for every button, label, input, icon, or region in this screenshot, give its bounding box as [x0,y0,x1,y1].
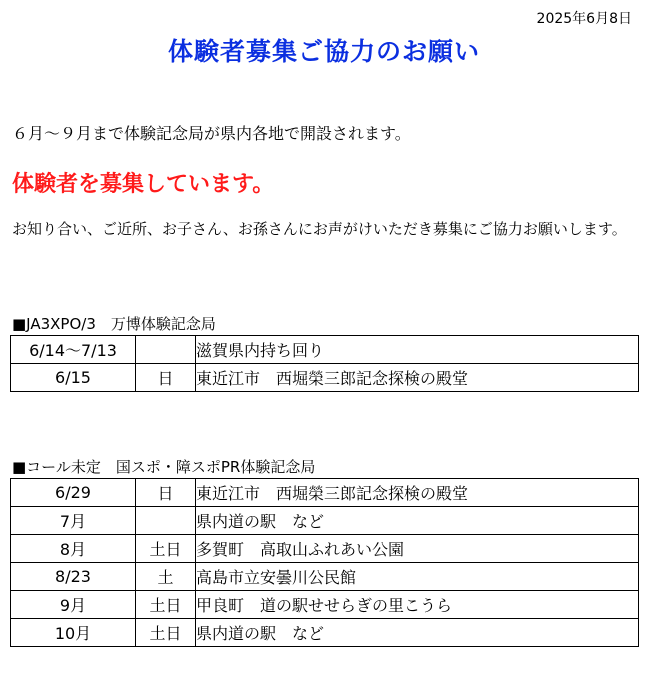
table-row [11,619,639,647]
date-cell: 6/29 [11,479,136,507]
date-cell: 9月 [11,591,136,619]
date-cell: 8月 [11,535,136,563]
table-row [11,336,639,364]
day-cell: 日 [136,364,196,392]
day-cell: 日 [136,479,196,507]
schedule-table-sports [10,478,639,647]
place-cell: 東近江市 西堀榮三郎記念探検の殿堂 [196,479,639,507]
place-cell: 滋賀県内持ち回り [196,336,639,364]
place-cell: 甲良町 道の駅せせらぎの里こうら [196,591,639,619]
table-row [11,563,639,591]
table-row [11,479,639,507]
place-cell: 多賀町 高取山ふれあい公園 [196,535,639,563]
date-cell: 8/23 [11,563,136,591]
table-row [11,535,639,563]
date-cell: 10月 [11,619,136,647]
date-cell: 6/14～7/13 [11,336,136,364]
date-cell: 6/15 [11,364,136,392]
request-text: お知り合い、ご近所、お子さん、お孫さんにお声がけいただき募集にご協力お願いします。 [12,220,627,238]
intro-text: ６月～９月まで体験記念局が県内各地で開設されます。 [12,124,411,143]
schedule-table-expo [10,335,639,392]
day-cell: 土 [136,563,196,591]
day-cell: 土日 [136,591,196,619]
table-row [11,591,639,619]
day-cell: 土日 [136,535,196,563]
page-title: 体験者募集ご協力のお願い [167,37,480,66]
place-cell: 県内道の駅 など [196,619,639,647]
day-cell [136,507,196,535]
recruit-headline: 体験者を募集しています。 [12,172,275,197]
section-title-expo: ■JA3XPO/3 万博体験記念局 [12,315,216,333]
place-cell: 東近江市 西堀榮三郎記念探検の殿堂 [196,364,639,392]
place-cell: 県内道の駅 など [196,507,639,535]
document-date: 2025年6月8日 [536,11,632,27]
place-cell: 高島市立安曇川公民館 [196,563,639,591]
date-cell: 7月 [11,507,136,535]
section-title-sports: ■コール未定 国スポ・障スポPR体験記念局 [12,458,316,476]
table-row [11,364,639,392]
table-row [11,507,639,535]
day-cell [136,336,196,364]
day-cell: 土日 [136,619,196,647]
